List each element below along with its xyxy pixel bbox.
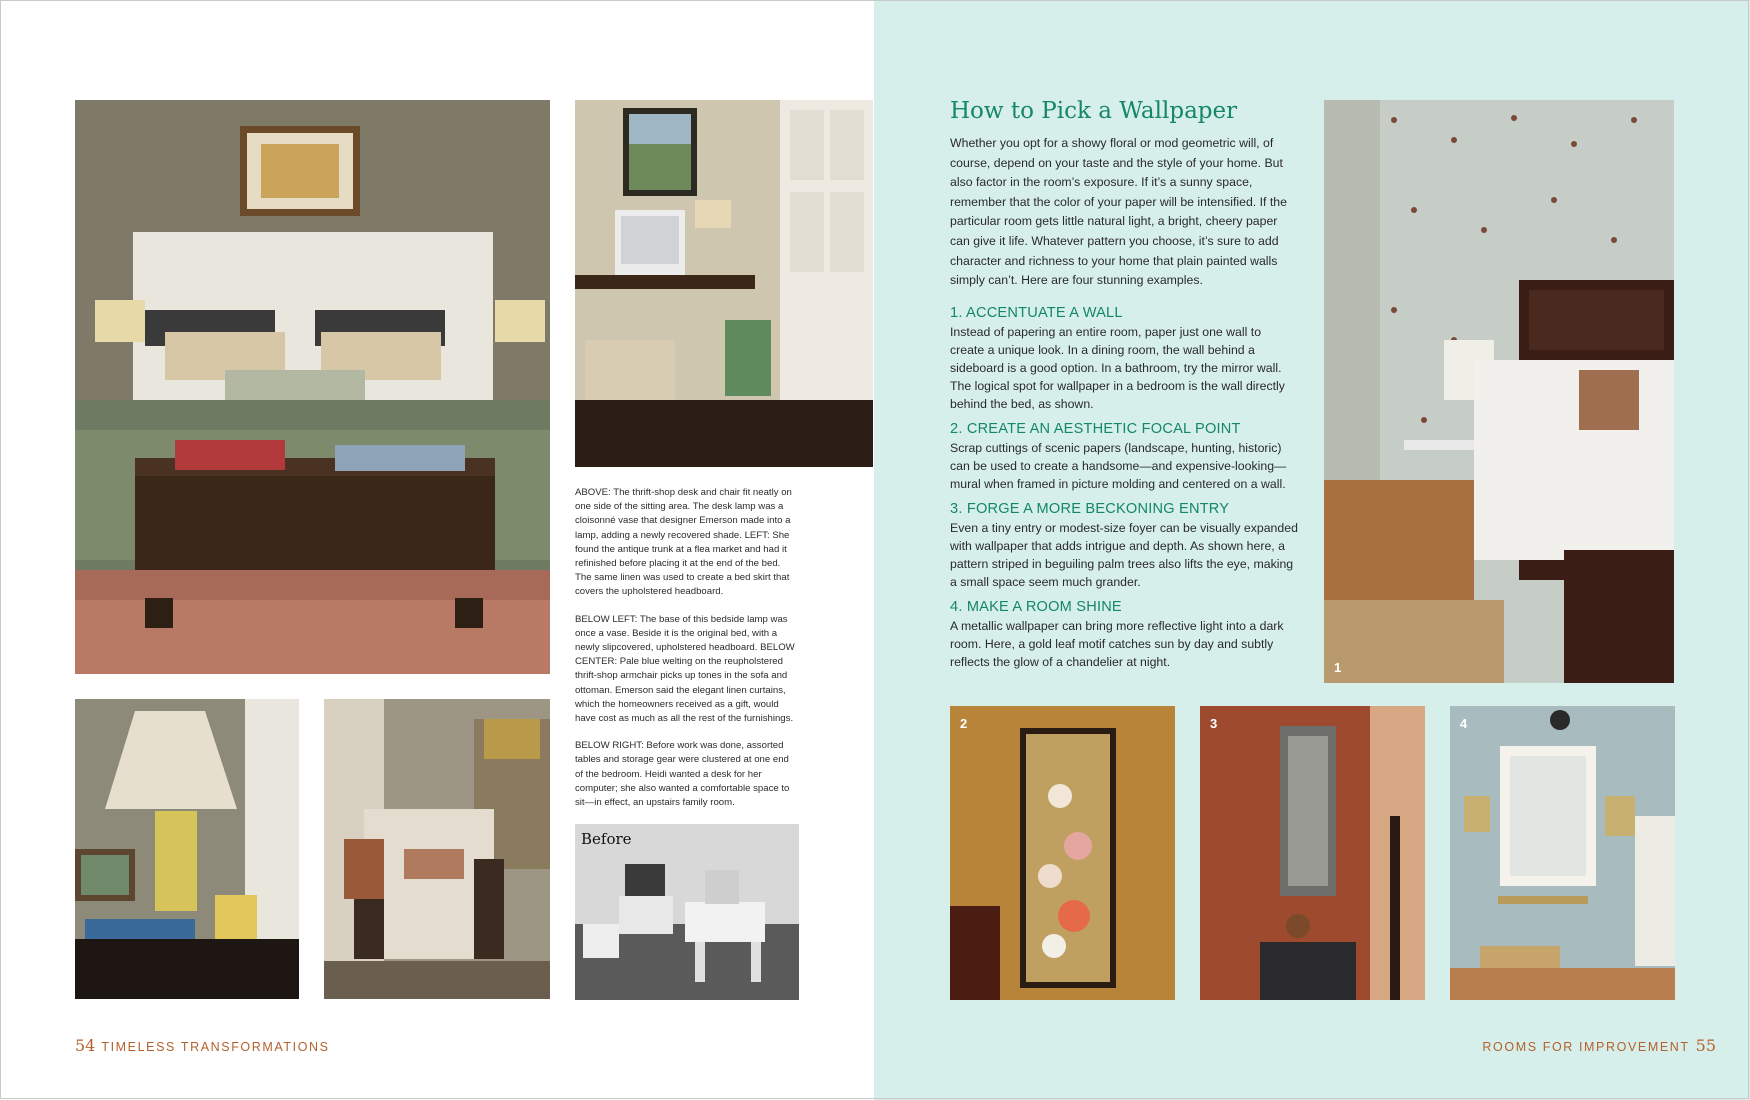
caption-below-left-center: BELOW LEFT: The base of this bedside lamp was once a vase. Beside it is the original bed, with a newly slipcovered, upholstered headboard. BELOW CENTER: Pale blue welting on the reupholstered thrift-shop armchair picks up tones in the sofa and ottoman. Emerson said the elegant linen curtains, which the homeowners received as a gift, would have cost as much as all the rest of the furnishings. bbox=[575, 613, 795, 725]
desk-photo bbox=[575, 100, 873, 467]
wallpaper-photo-3 bbox=[1200, 706, 1425, 1000]
tip-1-heading: 1. ACCENTUATE A WALL bbox=[950, 304, 1123, 321]
photo-number-1: 1 bbox=[1334, 660, 1342, 675]
caption-above-left: ABOVE: The thrift-shop desk and chair fit neatly on one side of the sitting area. The desk lamp was a cloisonné vase that designer Emerson made into a lamp, adding a newly recovered shade. LEFT: She found the antique trunk at a flea market and had it refinished before placing it at the end of the bed. The same linen was used to create a bed skirt that covers the upholstered headboard. bbox=[575, 487, 792, 598]
page-number-right: 55 bbox=[1695, 1036, 1716, 1055]
page-number-left: 54 bbox=[75, 1036, 96, 1055]
bedroom-photo bbox=[75, 100, 550, 674]
article-title: How to Pick a Wallpaper bbox=[950, 98, 1238, 124]
tip-3-heading: 3. FORGE A MORE BECKONING ENTRY bbox=[950, 500, 1230, 517]
left-page bbox=[0, 0, 874, 1100]
tip-3-body: Even a tiny entry or modest-size foyer can be visually expanded with wallpaper that adds intrigue and depth. As shown here, a pattern striped in beguiling palm trees also lifts the eye, making a small space seem much grander. bbox=[950, 520, 1298, 589]
wallpaper-photo-1 bbox=[1324, 100, 1674, 683]
wallpaper-photo-4 bbox=[1450, 706, 1675, 1000]
left-folio bbox=[69, 1036, 330, 1055]
tip-2-body: Scrap cuttings of scenic papers (landscape, hunting, historic) can be used to create a handsome—and expensive-looking—mural when framed in picture molding and centered on a wall. bbox=[950, 440, 1287, 491]
tip-1-body: Instead of papering an entire room, paper just one wall to create a unique look. In a dining room, the wall behind a sideboard is a good option. In a bathroom, try the mirror wall. The logical spot for wallpaper in a bedroom is the wall directly behind the bed, as shown. bbox=[950, 324, 1285, 411]
photo-number-3: 3 bbox=[1210, 716, 1218, 731]
before-photo bbox=[575, 824, 799, 1000]
bedside-lamp-photo bbox=[75, 699, 299, 999]
wallpaper-photo-2 bbox=[950, 706, 1175, 1000]
right-folio bbox=[1482, 1036, 1722, 1055]
photo-number-2: 2 bbox=[960, 716, 968, 731]
section-title-right: ROOMS FOR IMPROVEMENT bbox=[1482, 1040, 1690, 1054]
section-title-left: TIMELESS TRANSFORMATIONS bbox=[101, 1040, 330, 1054]
caption-below-right: BELOW RIGHT: Before work was done, assorted tables and storage gear were clustered at one end of the bedroom. Heidi wanted a desk for her computer; she also wanted a comfortable space to sit—in effect, an upstairs family room. bbox=[575, 740, 790, 809]
tip-4-body: A metallic wallpaper can bring more reflective light into a dark room. Here, a gold leaf motif catches sun by day and subtly reflects the glow of a chandelier at night. bbox=[950, 618, 1284, 669]
tip-2-heading: 2. CREATE AN AESTHETIC FOCAL POINT bbox=[950, 420, 1241, 437]
article-intro: Whether you opt for a showy floral or mod geometric will, of course, depend on your taste and the style of your home. But also factor in the room’s exposure. If it’s a sunny space, remember that the color of your paper will be intensified. If the particular room gets little natural light, a bright, cheery paper can give it life. Whatever pattern you choose, it’s sure to add character and richness to your home that plain painted walls simply can’t. Here are four stunning examples. bbox=[950, 136, 1287, 288]
armchair-photo bbox=[324, 699, 550, 999]
wallpaper-article bbox=[950, 98, 1298, 679]
tip-4-heading: 4. MAKE A ROOM SHINE bbox=[950, 598, 1122, 615]
before-label: Before bbox=[581, 830, 632, 848]
photo-number-4: 4 bbox=[1460, 716, 1468, 731]
photo-captions bbox=[575, 486, 797, 823]
